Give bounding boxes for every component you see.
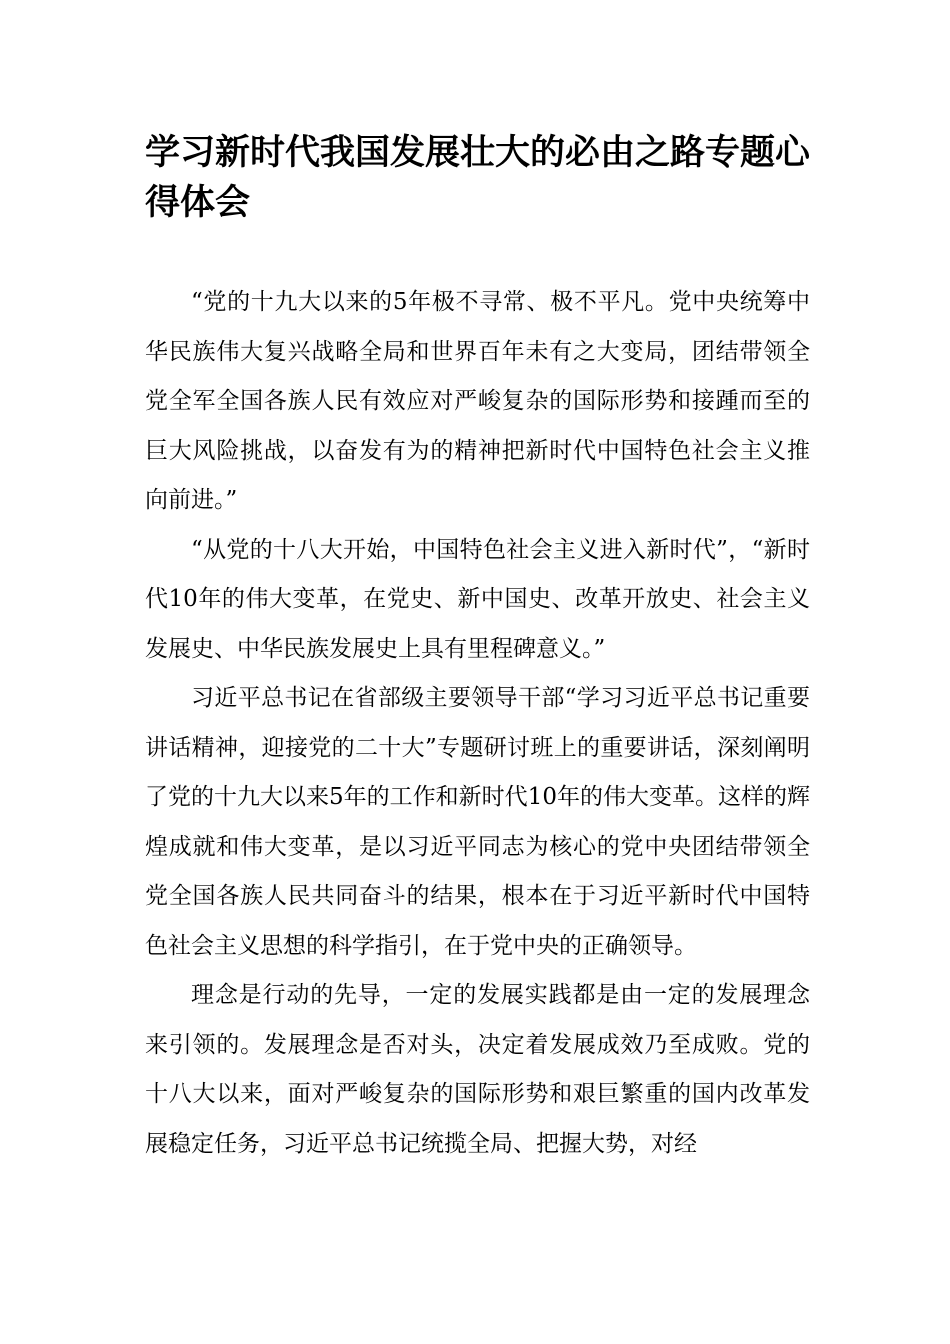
paragraph-3: 习近平总书记在省部级主要领导干部“学习习近平总书记重要讲话精神，迎接党的二十大”专题研讨班上的重要讲话，深刻阐明了党的十九大以来5年的工作和新时代10年的伟大变革。这样的辉煌成就和伟大变革，是以习近平同志为核心的党中央团结带领全党全国各族人民共同奋斗的结果，根本在于习近平新时代中国特色社会主义思想的科学指引，在于党中央的正确领导。 (145, 685, 810, 959)
document-body (145, 278, 810, 1169)
paragraph-2: “从党的十八大开始，中国特色社会主义进入新时代”，“新时代10年的伟大变革，在党史、新中国史、改革开放史、社会主义发展史、中华民族发展史上具有里程碑意义。” (145, 536, 810, 662)
document-title: 学习新时代我国发展壮大的必由之路专题心得体会 (145, 133, 811, 223)
paragraph-1: “党的十九大以来的5年极不寻常、极不平凡。党中央统筹中华民族伟大复兴战略全局和世界百年未有之大变局，团结带领全党全军全国各族人民有效应对严峻复杂的国际形势和接踵而至的巨大风险挑战，以奋发有为的精神把新时代中国特色社会主义推向前进。” (145, 289, 810, 513)
paragraph-4: 理念是行动的先导，一定的发展实践都是由一定的发展理念来引领的。发展理念是否对头，决定着发展成效乃至成败。党的十八大以来，面对严峻复杂的国际形势和艰巨繁重的国内改革发展稳定任务，习近平总书记统揽全局、把握大势，对经 (145, 982, 810, 1157)
